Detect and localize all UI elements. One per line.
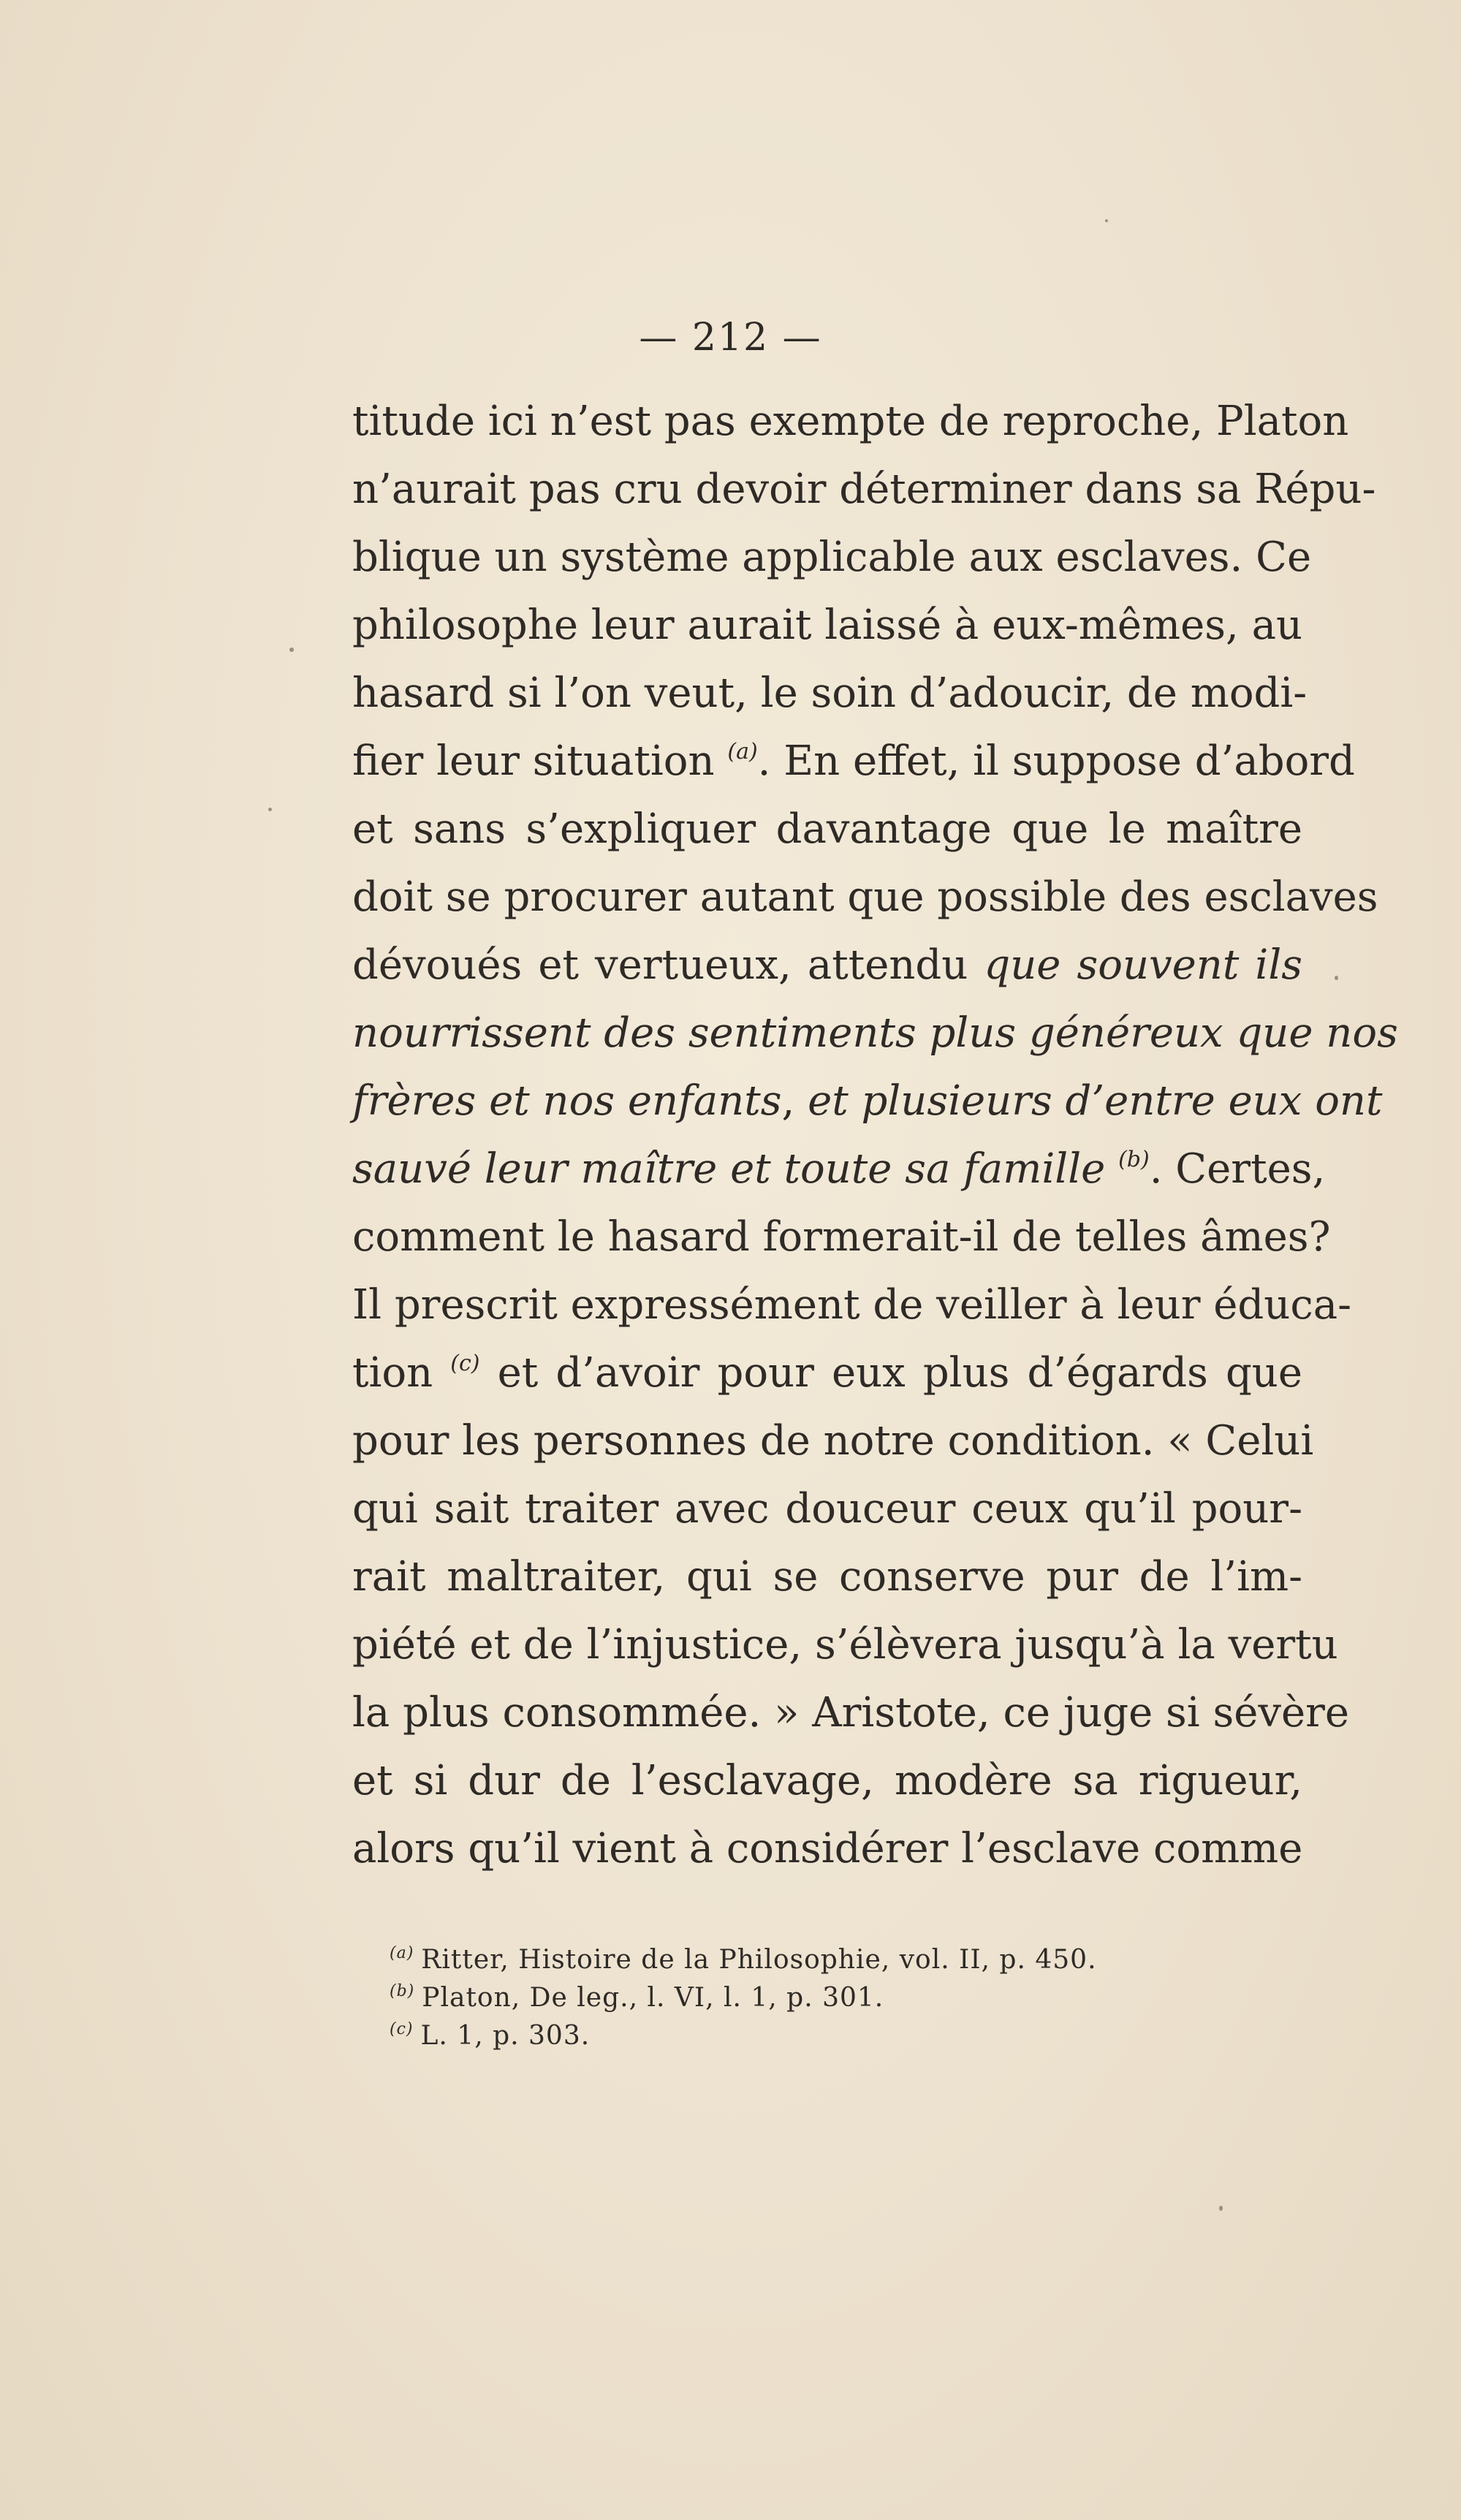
text-run: n’aurait pas cru devoir déterminer dans sa Répu- — [352, 466, 1376, 513]
text-run: . Certes, — [1149, 1145, 1326, 1193]
footnote-reference: (c) — [450, 1351, 480, 1376]
text-run: la plus consommée. » Aristote, ce juge si sévère — [352, 1689, 1350, 1737]
text-run: qui sait traiter avec douceur ceux qu’il pour- — [352, 1485, 1302, 1533]
footnote — [390, 1979, 1267, 2017]
footnote-text: Platon, De leg., l. VI, l. 1, p. 301. — [422, 1983, 884, 2013]
text-run: tion — [352, 1349, 451, 1397]
text-run: pour les personnes de notre condition. « Celui — [352, 1417, 1314, 1465]
paper-speck — [268, 808, 272, 811]
text-run: titude ici n’est pas exempte de reproche, Platon — [352, 398, 1349, 445]
italic-text: que souvent ils — [984, 941, 1302, 989]
text-run: blique un système applicable aux esclaves. Ce — [352, 534, 1312, 581]
text-line — [352, 1067, 1383, 1135]
footnotes — [390, 1941, 1267, 2055]
body-text — [352, 387, 1398, 1883]
text-line — [352, 1611, 1338, 1679]
text-run: hasard si l’on veut, le soin d’adoucir, de modi- — [352, 669, 1308, 717]
text-run: et si dur de l’esclavage, modère sa rigueur, — [352, 1757, 1302, 1804]
text-line — [352, 1475, 1302, 1543]
footnote-reference: (b) — [1118, 1147, 1150, 1172]
text-run: piété et de l’injustice, s’élèvera jusqu’à la vertu — [352, 1621, 1338, 1669]
text-run: doit se procurer autant que possible des esclaves — [352, 873, 1378, 921]
text-run: comment le hasard formerait-il de telles âmes? — [352, 1213, 1331, 1261]
text-line — [352, 1543, 1302, 1611]
text-line — [352, 1815, 1302, 1883]
text-line — [352, 999, 1398, 1067]
paper-speck — [1219, 2206, 1223, 2211]
italic-text: frères et nos enfants — [352, 1077, 782, 1125]
text-line — [352, 1203, 1331, 1271]
text-run: alors qu’il vient à considérer l’esclave comme — [352, 1825, 1303, 1872]
text-run — [1105, 1145, 1118, 1193]
text-line — [352, 1679, 1350, 1747]
footnote-mark: (b) — [390, 1982, 415, 2000]
text-run: dévoués et vertueux, attendu — [352, 941, 984, 989]
text-line — [352, 795, 1302, 863]
text-line — [352, 591, 1302, 659]
text-run: Il prescrit expressément de veiller à leur éduca- — [352, 1281, 1351, 1329]
paper-speck — [1105, 219, 1108, 222]
text-line — [352, 1747, 1302, 1815]
text-line — [352, 1135, 1326, 1203]
text-line — [352, 727, 1355, 795]
text-run: , — [781, 1077, 808, 1125]
text-line — [352, 523, 1312, 591]
italic-text: nourrissent des sentiments plus généreux que nos — [352, 1009, 1398, 1057]
text-line — [352, 455, 1376, 523]
footnote — [390, 1941, 1267, 1979]
italic-text: et plusieurs d’entre eux ont — [808, 1077, 1383, 1125]
footnote-mark: (a) — [390, 1944, 414, 1962]
text-line — [352, 863, 1378, 931]
text-run: et sans s’expliquer davantage que le maître — [352, 805, 1302, 853]
text-run: . En effet, il suppose d’abord — [757, 737, 1355, 785]
footnote — [390, 2017, 1267, 2055]
footnote-text: L. 1, p. 303. — [420, 2021, 591, 2051]
text-line — [352, 387, 1349, 455]
footnote-text: Ritter, Histoire de la Philosophie, vol. II, p. 450. — [421, 1945, 1097, 1975]
page-number: — 212 — — [639, 316, 822, 360]
text-line — [352, 931, 1302, 999]
text-line — [352, 1271, 1351, 1339]
paper-speck — [289, 648, 294, 652]
footnote-mark: (c) — [390, 2020, 414, 2038]
text-run: fier leur situation — [352, 737, 728, 785]
text-run: philosophe leur aurait laissé à eux-mêmes, au — [352, 601, 1303, 649]
italic-text: sauvé leur maître et toute sa famille — [352, 1145, 1106, 1193]
text-line — [352, 1339, 1302, 1407]
paper-speck — [1335, 976, 1338, 980]
text-run: rait maltraiter, qui se conserve pur de l’im- — [352, 1553, 1302, 1601]
text-run: et d’avoir pour eux plus d’égards que — [479, 1349, 1302, 1397]
footnote-reference: (a) — [727, 739, 758, 764]
text-line — [352, 1407, 1314, 1475]
text-line — [352, 659, 1308, 727]
